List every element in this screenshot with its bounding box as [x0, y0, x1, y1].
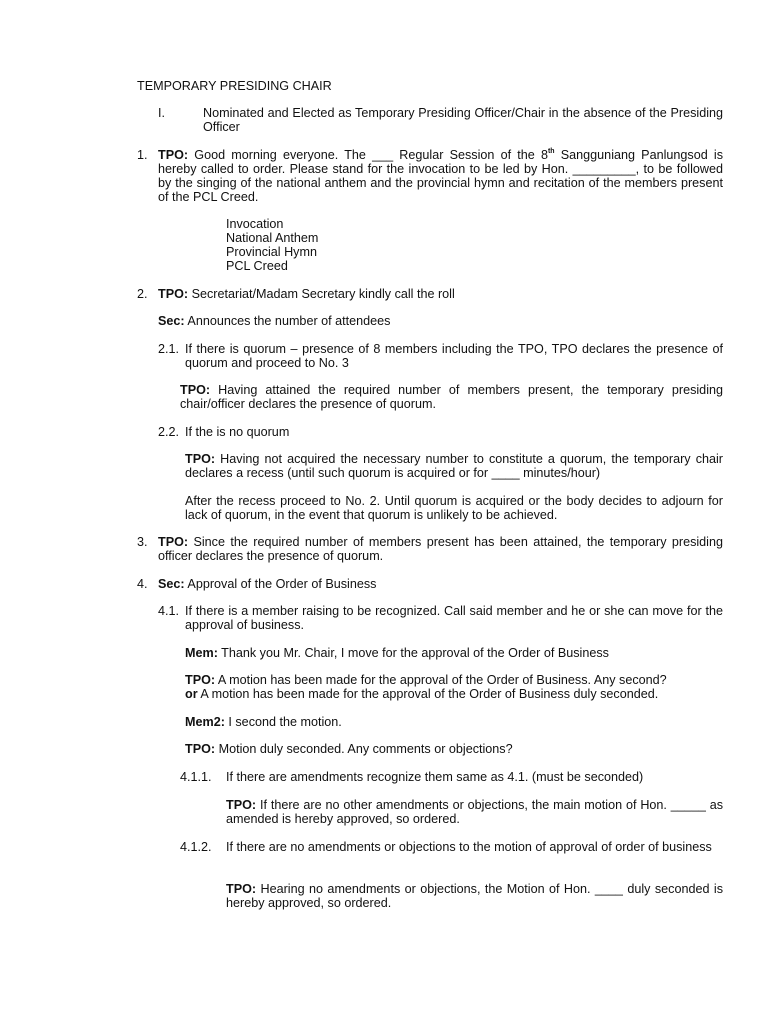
item-1-text-a: Good morning everyone. The ___ Regular Session of the 8 — [188, 148, 548, 162]
opening-list — [226, 217, 318, 273]
speaker-label: TPO: — [158, 148, 189, 162]
item-4-1-2-reply-text: Hearing no amendments or objections, the Motion of Hon. ____ duly seconded is hereby approved, so ordered. — [226, 882, 723, 910]
item-2-1-text: If there is quorum – presence of 8 members including the TPO, TPO declares the presence of quorum and proceed to No. 3 — [185, 342, 723, 370]
item-1-text — [158, 148, 723, 204]
list-item-pcl-creed: PCL Creed — [226, 259, 288, 273]
speaker-label: TPO: — [185, 742, 216, 756]
item-2-text — [158, 287, 723, 301]
item-number: 2.1. — [158, 342, 180, 356]
item-4-1 — [158, 604, 723, 632]
section-i — [158, 106, 723, 134]
speaker-label: Mem2: — [185, 715, 225, 729]
speaker-label: TPO: — [180, 383, 211, 397]
speaker-label: TPO: — [158, 535, 189, 549]
tpo-motion-response — [185, 673, 723, 701]
item-4-1-2 — [180, 840, 723, 854]
item-number: 4. — [137, 577, 148, 591]
item-number: 4.1.2. — [180, 840, 212, 854]
item-4-1-1-text: If there are amendments recognize them same as 4.1. (must be seconded) — [226, 770, 644, 784]
member2-second-text: I second the motion. — [224, 715, 342, 729]
sec-announcement-text: Announces the number of attendees — [184, 314, 391, 328]
item-number: 4.1. — [158, 604, 180, 618]
item-3-text — [158, 535, 723, 563]
speaker-label: Mem: — [185, 646, 218, 660]
item-2-2 — [158, 425, 723, 439]
item-4-body: Approval of the Order of Business — [184, 577, 377, 591]
tpo-seconded-text: Motion duly seconded. Any comments or objections? — [215, 742, 513, 756]
item-4-1-1-reply-text: If there are no other amendments or objections, the main motion of Hon. _____ as amended is hereby approved, so ordered. — [226, 798, 723, 826]
section-numeral: I. — [158, 106, 165, 120]
item-number: 2.2. — [158, 425, 180, 439]
section-i-text: Nominated and Elected as Temporary Presiding Officer/Chair in the absence of the Presiding Officer — [203, 106, 723, 134]
item-4-text — [158, 577, 723, 591]
item-number: 1. — [137, 148, 148, 162]
sec-announcement — [158, 314, 390, 328]
item-number: 3. — [137, 535, 148, 549]
list-item-national-anthem: National Anthem — [226, 231, 319, 245]
tpo-alternative — [185, 687, 723, 701]
speaker-label: TPO: — [226, 798, 257, 812]
item-2-1-reply-text: Having attained the required number of members present, the temporary presiding chair/officer declares the presence of quorum. — [180, 383, 723, 411]
item-3 — [137, 535, 723, 563]
item-4-1-1-reply — [226, 798, 723, 826]
item-2-2-reply-text: Having not acquired the necessary number to constitute a quorum, the temporary chair declares a recess (until such quorum is acquired or for ____ minutes/hour) — [185, 452, 723, 480]
speaker-label: TPO: — [185, 452, 216, 466]
item-2-2-reply — [185, 452, 723, 480]
tpo-any-second — [185, 673, 723, 687]
speaker-label: Sec: — [158, 314, 185, 328]
tpo-any-second-text: A motion has been made for the approval of the Order of Business. Any second? — [215, 673, 667, 687]
ordinal-suffix: th — [547, 148, 555, 155]
item-4-1-2-reply — [226, 882, 723, 910]
item-4-1-text: If there is a member raising to be recognized. Call said member and he or she can move for the approval of business. — [185, 604, 723, 632]
speaker-label: Sec: — [158, 577, 185, 591]
item-2-2-after: After the recess proceed to No. 2. Until quorum is acquired or the body decides to adjourn for lack of quorum, in the event that quorum is unlikely to be achieved. — [185, 494, 723, 522]
tpo-seconded — [185, 742, 513, 756]
item-3-body: Since the required number of members present has been attained, the temporary presiding officer declares the presence of quorum. — [158, 535, 723, 563]
item-2-2-text: If the is no quorum — [185, 425, 290, 439]
speaker-label: TPO: — [185, 673, 216, 687]
member2-second — [185, 715, 342, 729]
item-2 — [137, 287, 723, 301]
item-2-1 — [158, 342, 723, 370]
list-item-invocation: Invocation — [226, 217, 284, 231]
speaker-label: TPO: — [226, 882, 257, 896]
item-4-1-2-text: If there are no amendments or objections to the motion of approval of order of business — [226, 840, 712, 854]
item-4-1-1 — [180, 770, 723, 784]
speaker-label: TPO: — [158, 287, 189, 301]
document-title: TEMPORARY PRESIDING CHAIR — [137, 79, 332, 93]
item-2-body: Secretariat/Madam Secretary kindly call the roll — [188, 287, 455, 301]
item-2-1-reply — [180, 383, 723, 411]
item-1-text-b: Sangguniang Panlungsod is hereby called to order. Please stand for the invocation to be led by Hon. _________, to be followed by the singing of the national anthem and the provincial hymn and recitation of the members present of the PCL Creed. — [158, 148, 723, 204]
list-item-provincial-hymn: Provincial Hymn — [226, 245, 317, 259]
item-number: 2. — [137, 287, 148, 301]
tpo-alternative-text: A motion has been made for the approval of the Order of Business duly seconded. — [197, 687, 659, 701]
member-motion — [185, 646, 609, 660]
item-4 — [137, 577, 723, 591]
item-number: 4.1.1. — [180, 770, 212, 784]
item-1 — [137, 148, 723, 204]
member-motion-text: Thank you Mr. Chair, I move for the approval of the Order of Business — [217, 646, 609, 660]
or-label: or — [185, 687, 198, 701]
